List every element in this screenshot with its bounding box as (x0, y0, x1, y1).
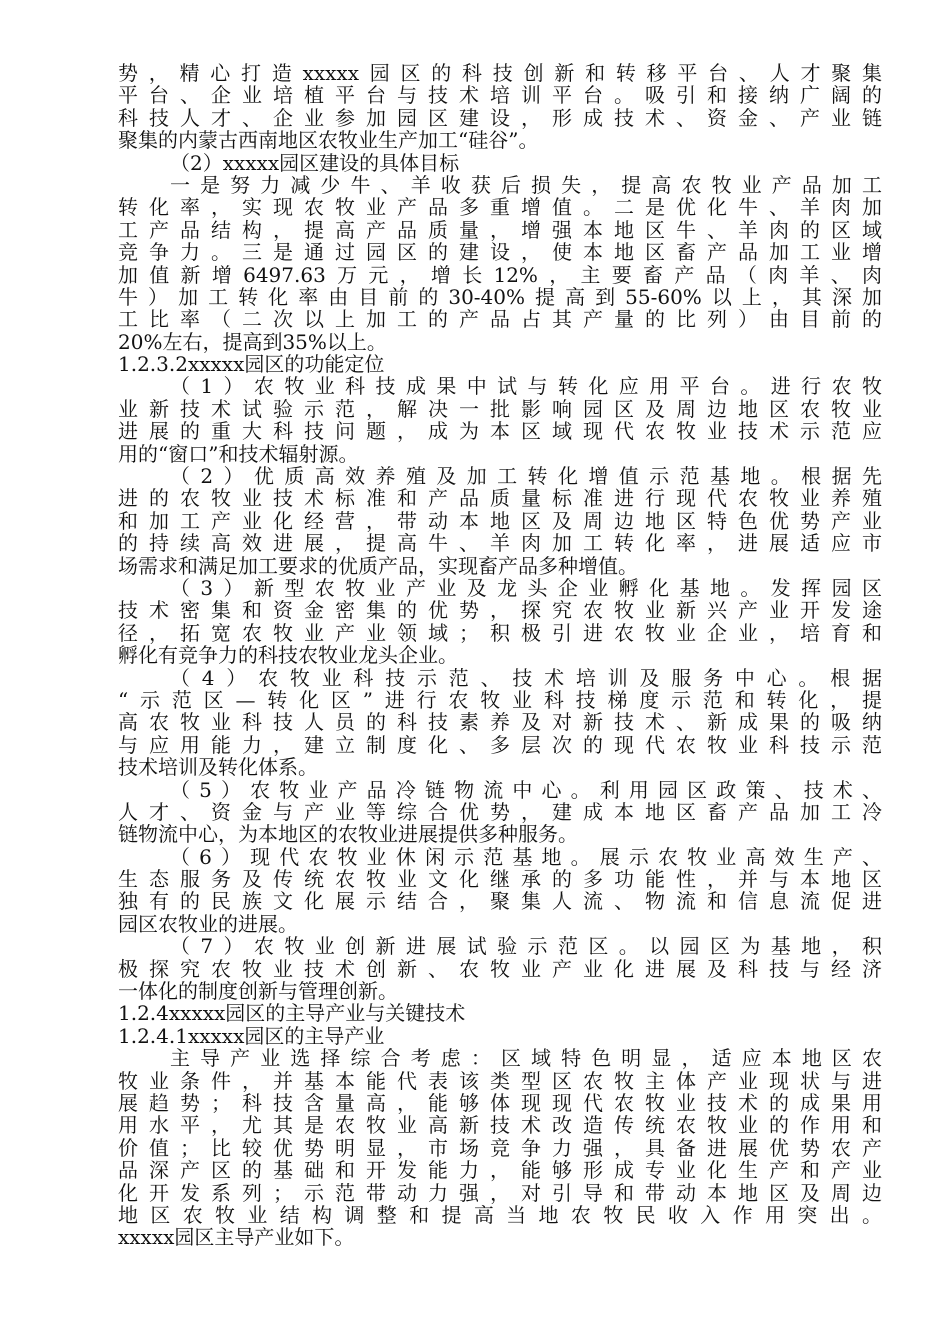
text-line: 加值新增6497.63万元，增长12%，主要畜产品（肉羊、肉 (118, 263, 882, 286)
text-line: 价值；比较优势明显，市场竞争力强，具备进展优势农产 (118, 1136, 882, 1160)
text-line: 化开发系列；示范带动力强，对引导和带动本地区及周边 (118, 1181, 882, 1204)
paragraph (118, 577, 882, 667)
paragraph (118, 667, 882, 779)
text-line: 用水平，尤其是农牧业高新技术改造传统农牧业的作用和 (118, 1114, 882, 1137)
text-line: 极探究农牧业技术创新、农牧业产业化进展及科技与经济 (118, 957, 882, 981)
text-line: （7）农牧业创新进展试验示范区。以园区为基地，积 (170, 935, 882, 958)
text-line: 技术培训及转化体系。 (118, 756, 318, 779)
document-page (118, 62, 882, 1249)
text-line: （5）农牧业产品冷链物流中心。利用园区政策、技术、 (170, 778, 882, 801)
text-line: 科技人才、企业参加园区建设，形成技术、资金、产业链 (118, 106, 882, 130)
text-line: 1.2.4.1xxxxx园区的主导产业 (118, 1024, 385, 1048)
text-line: 1.2.3.2xxxxx园区的功能定位 (118, 353, 385, 376)
text-line: 转化率，实现农牧业产品多重增值。二是优化牛、羊肉加 (118, 196, 882, 219)
paragraph (118, 62, 882, 152)
text-line: xxxxx园区主导产业如下。 (118, 1226, 355, 1249)
text-line: 径，拓宽农牧业产业领域；积极引进农牧业企业，培育和 (118, 621, 882, 645)
paragraph (118, 846, 882, 936)
text-line: 平台、企业培植平台与技术培训平台。吸引和接纳广阔的 (118, 84, 882, 107)
text-line: （3）新型农牧业产业及龙头企业孵化基地。发挥园区 (170, 576, 882, 600)
text-line: 场需求和满足加工要求的优质产品，实现畜产品多种增值。 (118, 554, 638, 577)
paragraph (118, 935, 882, 1002)
text-line: 牧业条件，并基本能代表该类型区农牧主体产业现状与进 (118, 1069, 882, 1092)
text-line: （2）优质高效养殖及加工转化增值示范基地。根据先 (170, 465, 882, 488)
text-line: 链物流中心，为本地区的农牧业进展提供多种服务。 (118, 823, 578, 846)
text-line: “示范区—转化区”进行农牧业科技梯度示范和转化，提 (118, 688, 882, 712)
paragraph (118, 174, 882, 353)
text-line: 工产品结构，提高产品质量，增强本地区牛、羊肉的区域 (118, 218, 882, 242)
text-line: 牛）加工转化率由目前的30-40%提高到55-60%以上，其深加 (118, 285, 882, 309)
text-line: 1.2.4xxxxx园区的主导产业与关键技术 (118, 1002, 466, 1025)
text-line: 独有的民族文化展示结合，聚集人流、物流和信息流促进 (118, 890, 882, 913)
text-line: 生态服务及传统农牧业文化继承的多功能性，并与本地区 (118, 868, 882, 891)
section-heading (118, 353, 882, 375)
text-line: 竞争力。三是通过园区的建设，使本地区畜产品加工业增 (118, 241, 882, 264)
paragraph (118, 779, 882, 846)
text-line: 园区农牧业的进展。 (118, 912, 298, 936)
text-line: 势，精心打造xxxxx园区的科技创新和转移平台、人才聚集 (118, 62, 882, 85)
text-line: 高农牧业科技人员的科技素养及对新技术、新成果的吸纳 (118, 711, 882, 734)
text-line: 进展的重大科技问题，成为本区域现代农牧业技术示范应 (118, 420, 882, 443)
text-line: （2）xxxxx园区建设的具体目标 (170, 151, 460, 174)
text-line: 技术密集和资金密集的优势，探究农牧业新兴产业开发途 (118, 599, 882, 622)
text-line: 地区农牧业结构调整和提高当地农牧民收入作用突出。 (118, 1203, 882, 1227)
text-line: 用的“窗口”和技术辐射源。 (118, 442, 359, 466)
text-line: 与应用能力，建立制度化、多层次的现代农牧业科技示范 (118, 733, 882, 757)
paragraph (118, 375, 882, 465)
text-line: 工比率（二次以上加工的产品占其产量的比列）由目前的 (118, 308, 882, 331)
text-line: 品深产区的基础和开发能力，能够形成专业化生产和产业 (118, 1159, 882, 1182)
section-heading (118, 1025, 882, 1047)
text-line: 展趋势；科技含量高，能够体现现代农牧业技术的成果用 (118, 1091, 882, 1115)
text-line: （6）现代农牧业休闲示范基地。展示农牧业高效生产、 (170, 845, 882, 869)
text-line: 和加工产业化经营，带动本地区及周边地区特色优势产业 (118, 509, 882, 533)
text-line: （1）农牧业科技成果中试与转化应用平台。进行农牧 (170, 375, 882, 398)
text-line: （4）农牧业科技示范、技术培训及服务中心。根据 (170, 666, 882, 689)
paragraph (118, 465, 882, 577)
text-line: 人才、资金与产业等综合优势，建成本地区畜产品加工冷 (118, 800, 882, 824)
subsection-heading (118, 152, 882, 174)
text-line: 业新技术试验示范，解决一批影响园区及周边地区农牧业 (118, 397, 882, 421)
text-line: 主导产业选择综合考虑：区域特色明显，适应本地区农 (170, 1047, 882, 1070)
section-heading (118, 1002, 882, 1024)
text-line: 一体化的制度创新与管理创新。 (118, 980, 398, 1003)
text-line: 的持续高效进展，提高牛、羊肉加工转化率，进展适应市 (118, 532, 882, 555)
text-line: 聚集的内蒙古西南地区农牧业生产加工“硅谷”。 (118, 129, 539, 152)
text-line: 20%左右，提高到35%以上。 (118, 330, 387, 354)
text-line: 一是努力减少牛、羊收获后损失，提高农牧业产品加工 (170, 173, 882, 197)
text-line: 孵化有竞争力的科技农牧业龙头企业。 (118, 644, 458, 667)
paragraph (118, 1047, 882, 1249)
text-line: 进的农牧业技术标准和产品质量标准进行现代农牧业养殖 (118, 487, 882, 510)
